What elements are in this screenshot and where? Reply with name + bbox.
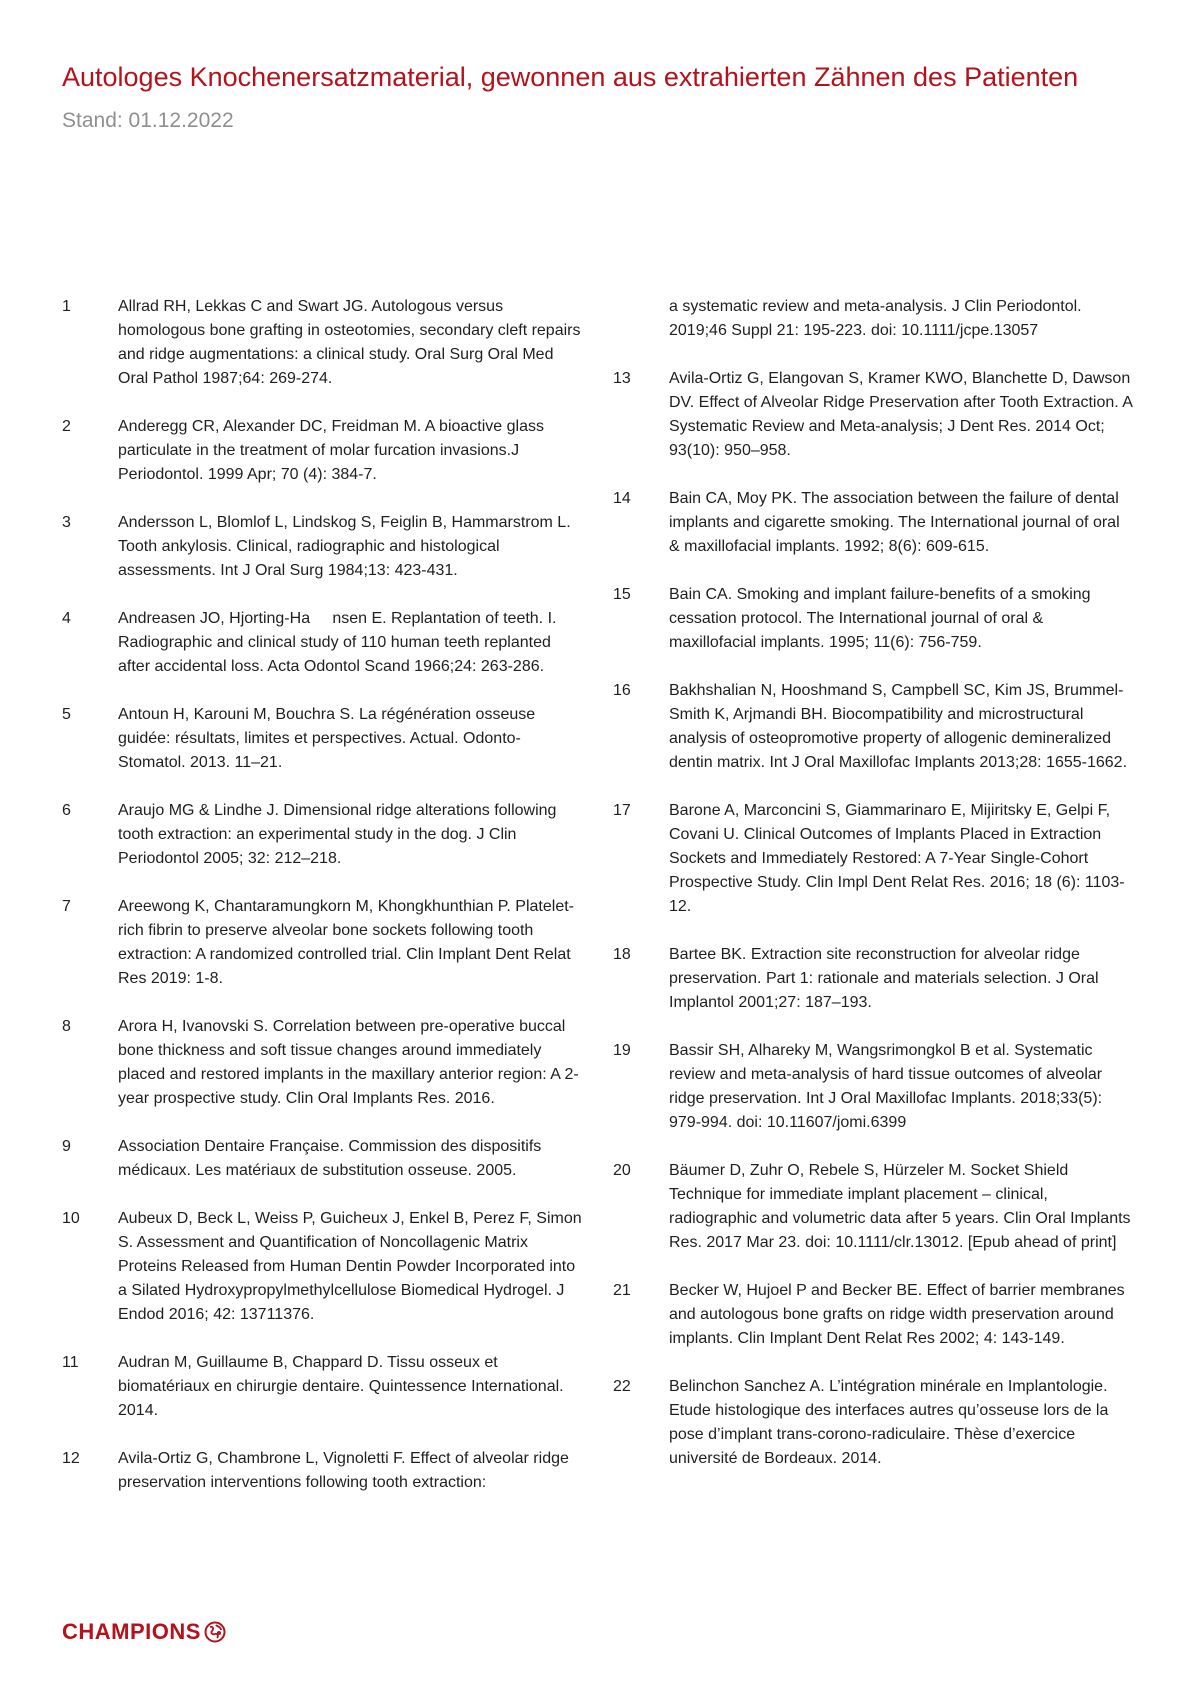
reference-number: 1 [62,298,71,315]
reference-text: Andreasen JO, Hjorting-Ha nsen E. Replantation of teeth. I. Radiographic and clinical study of 110 human teeth replanted after accidental loss. Acta Odontol Scand 1966;24: 263-286. [118,610,561,675]
reference-text: Arora H, Ivanovski S. Correlation between pre-operative buccal bone thickness and soft tissue changes around immediately placed and restored implants in the maxillary anterior region: A 2-year prospective study. Clin Oral Implants Res. 2016. [118,1018,579,1107]
reference-number: 14 [613,490,631,507]
reference-text: Araujo MG & Lindhe J. Dimensional ridge alterations following tooth extraction: an experimental study in the dog. J Clin Periodontol 2005; 32: 212–218. [118,802,557,867]
reference-text: Andersson L, Blomlof L, Lindskog S, Feiglin B, Hammarstrom L. Tooth ankylosis. Clinical, radiographic and histological assessments. Int J Oral Surg 1984;13: 423-431. [118,514,571,579]
reference-text: Bassir SH, Alhareky M, Wangsrimongkol B et al. Systematic review and meta-analysis of hard tissue outcomes of alveolar ridge preservation. Int J Oral Maxillofac Implants. 2018;33(5): 979-994. doi: 10.11607/jomi.6399 [669,1042,1103,1131]
reference-number: 4 [62,610,71,627]
reference-item [62,799,582,871]
reference-number: 13 [613,370,631,387]
reference-number: 21 [613,1282,631,1299]
reference-text: Association Dentaire Française. Commission des dispositifs médicaux. Les matériaux de substitution osseuse. 2005. [118,1138,542,1179]
reference-item [613,1375,1133,1471]
reference-number: 9 [62,1138,71,1155]
reference-number: 12 [62,1450,80,1467]
reference-item [62,895,582,991]
reference-item [62,1135,582,1183]
reference-number: 11 [62,1354,79,1371]
reference-item [62,703,582,775]
reference-item [62,607,582,679]
reference-text: Barone A, Marconcini S, Giammarinaro E, Mijiritsky E, Gelpi F, Covani U. Clinical Outcomes of Implants Placed in Extraction Sockets and Immediately Restored: A 7-Year Single-Cohort Prospective Study. Clin Impl Dent Relat Res. 2016; 18 (6): 1103-12. [669,802,1125,915]
globe-icon [204,1621,226,1643]
reference-item [613,487,1133,559]
reference-text: Belinchon Sanchez A. L’intégration minérale en Implantologie. Etude histologique des interfaces autres qu’osseuse lors de la pose d’implant trans-corono-radiculaire. Thèse d’exercice université de Bordeaux. 2014. [669,1378,1109,1467]
reference-number: 18 [613,946,631,963]
reference-text: Bakhshalian N, Hooshmand S, Campbell SC, Kim JS, Brummel-Smith K, Arjmandi BH. Biocompatibility and microstructural analysis of osteopromotive property of allogenic demineralized dentin matrix. Int J Oral Maxillofac Implants 2013;28: 1655-1662. [669,682,1128,771]
reference-text: Areewong K, Chantaramungkorn M, Khongkhunthian P. Platelet-rich fibrin to preserve alveolar bone sockets following tooth extraction: A randomized controlled trial. Clin Implant Dent Relat Res 2019: 1-8. [118,898,574,987]
page-title: Autologes Knochenersatzmaterial, gewonnen aus extrahierten Zähnen des Patienten [62,62,1079,92]
reference-number: 16 [613,682,631,699]
reference-number: 10 [62,1210,80,1227]
reference-column-right [613,295,1133,1495]
reference-text: Audran M, Guillaume B, Chappard D. Tissu osseux et biomatériaux en chirurgie dentaire. Quintessence International. 2014. [118,1354,564,1419]
reference-item [613,1159,1133,1255]
reference-text: a systematic review and meta-analysis. J Clin Periodontol. 2019;46 Suppl 21: 195-223. doi: 10.1111/jcpe.13057 [669,298,1082,339]
reference-number: 7 [62,898,71,915]
reference-text: Aubeux D, Beck L, Weiss P, Guicheux J, Enkel B, Perez F, Simon S. Assessment and Quantification of Noncollagenic Matrix Proteins Released from Human Dentin Powder Incorporated into a Silated Hydroxypropylmethylcellulose Biomedical Hydrogel. J Endod 2016; 42: 13711376. [118,1210,582,1323]
reference-item [62,1207,582,1327]
reference-item [62,1351,582,1423]
champions-logo [62,1619,226,1645]
reference-item [613,1039,1133,1135]
reference-number: 8 [62,1018,71,1035]
reference-number: 15 [613,586,631,603]
page-date: Stand: 01.12.2022 [62,109,234,132]
reference-number: 6 [62,802,71,819]
reference-number: 3 [62,514,71,531]
logo-text: CHAMPIONS [62,1619,201,1644]
reference-number: 19 [613,1042,631,1059]
reference-text: Becker W, Hujoel P and Becker BE. Effect of barrier membranes and autologous bone grafts on ridge width preservation around implants. Clin Implant Dent Relat Res 2002; 4: 143-149. [669,1282,1125,1347]
reference-item [62,1015,582,1111]
reference-item [613,679,1133,775]
reference-item [613,583,1133,655]
reference-text: Antoun H, Karouni M, Bouchra S. La régénération osseuse guidée: résultats, limites et perspectives. Actual. Odonto-Stomatol. 2013. 11–21. [118,706,536,771]
reference-number: 20 [613,1162,631,1179]
reference-number: 5 [62,706,71,723]
reference-text: Bain CA. Smoking and implant failure-benefits of a smoking cessation protocol. The International journal of oral & maxillofacial implants. 1995; 11(6): 756-759. [669,586,1091,651]
reference-number: 2 [62,418,71,435]
reference-number: 22 [613,1378,631,1395]
reference-item [62,415,582,487]
reference-text: Allrad RH, Lekkas C and Swart JG. Autologous versus homologous bone grafting in osteotomies, secondary cleft repairs and ridge augmentations: a clinical study. Oral Surg Oral Med Oral Pathol 1987;64: 269-274. [118,298,581,387]
reference-item [613,367,1133,463]
reference-item [62,511,582,583]
reference-text: Avila-Ortiz G, Chambrone L, Vignoletti F. Effect of alveolar ridge preservation interventions following tooth extraction: [118,1450,569,1491]
reference-text: Anderegg CR, Alexander DC, Freidman M. A bioactive glass particulate in the treatment of molar furcation invasions.J Periodontol. 1999 Apr; 70 (4): 384-7. [118,418,544,483]
reference-column-left [62,295,582,1519]
reference-item [62,295,582,391]
reference-text: Avila-Ortiz G, Elangovan S, Kramer KWO, Blanchette D, Dawson DV. Effect of Alveolar Ridge Preservation after Tooth Extraction. A Systematic Review and Meta-analysis; J Dent Res. 2014 Oct; 93(10): 950–958. [669,370,1133,459]
reference-item [62,1447,582,1495]
reference-number: 17 [613,802,631,819]
reference-item [613,1279,1133,1351]
reference-item [613,799,1133,919]
reference-text: Bartee BK. Extraction site reconstruction for alveolar ridge preservation. Part 1: rationale and materials selection. J Oral Implantol 2001;27: 187–193. [669,946,1099,1011]
reference-text: Bain CA, Moy PK. The association between the failure of dental implants and cigarette smoking. The International journal of oral & maxillofacial implants. 1992; 8(6): 609-615. [669,490,1120,555]
reference-item [613,943,1133,1015]
reference-item-continued [613,295,1133,343]
reference-text: Bäumer D, Zuhr O, Rebele S, Hürzeler M. Socket Shield Technique for immediate implant placement – clinical, radiographic and volumetric data after 5 years. Clin Oral Implants Res. 2017 Mar 23. doi: 10.1111/clr.13012. [Epub ahead of print] [669,1162,1131,1251]
